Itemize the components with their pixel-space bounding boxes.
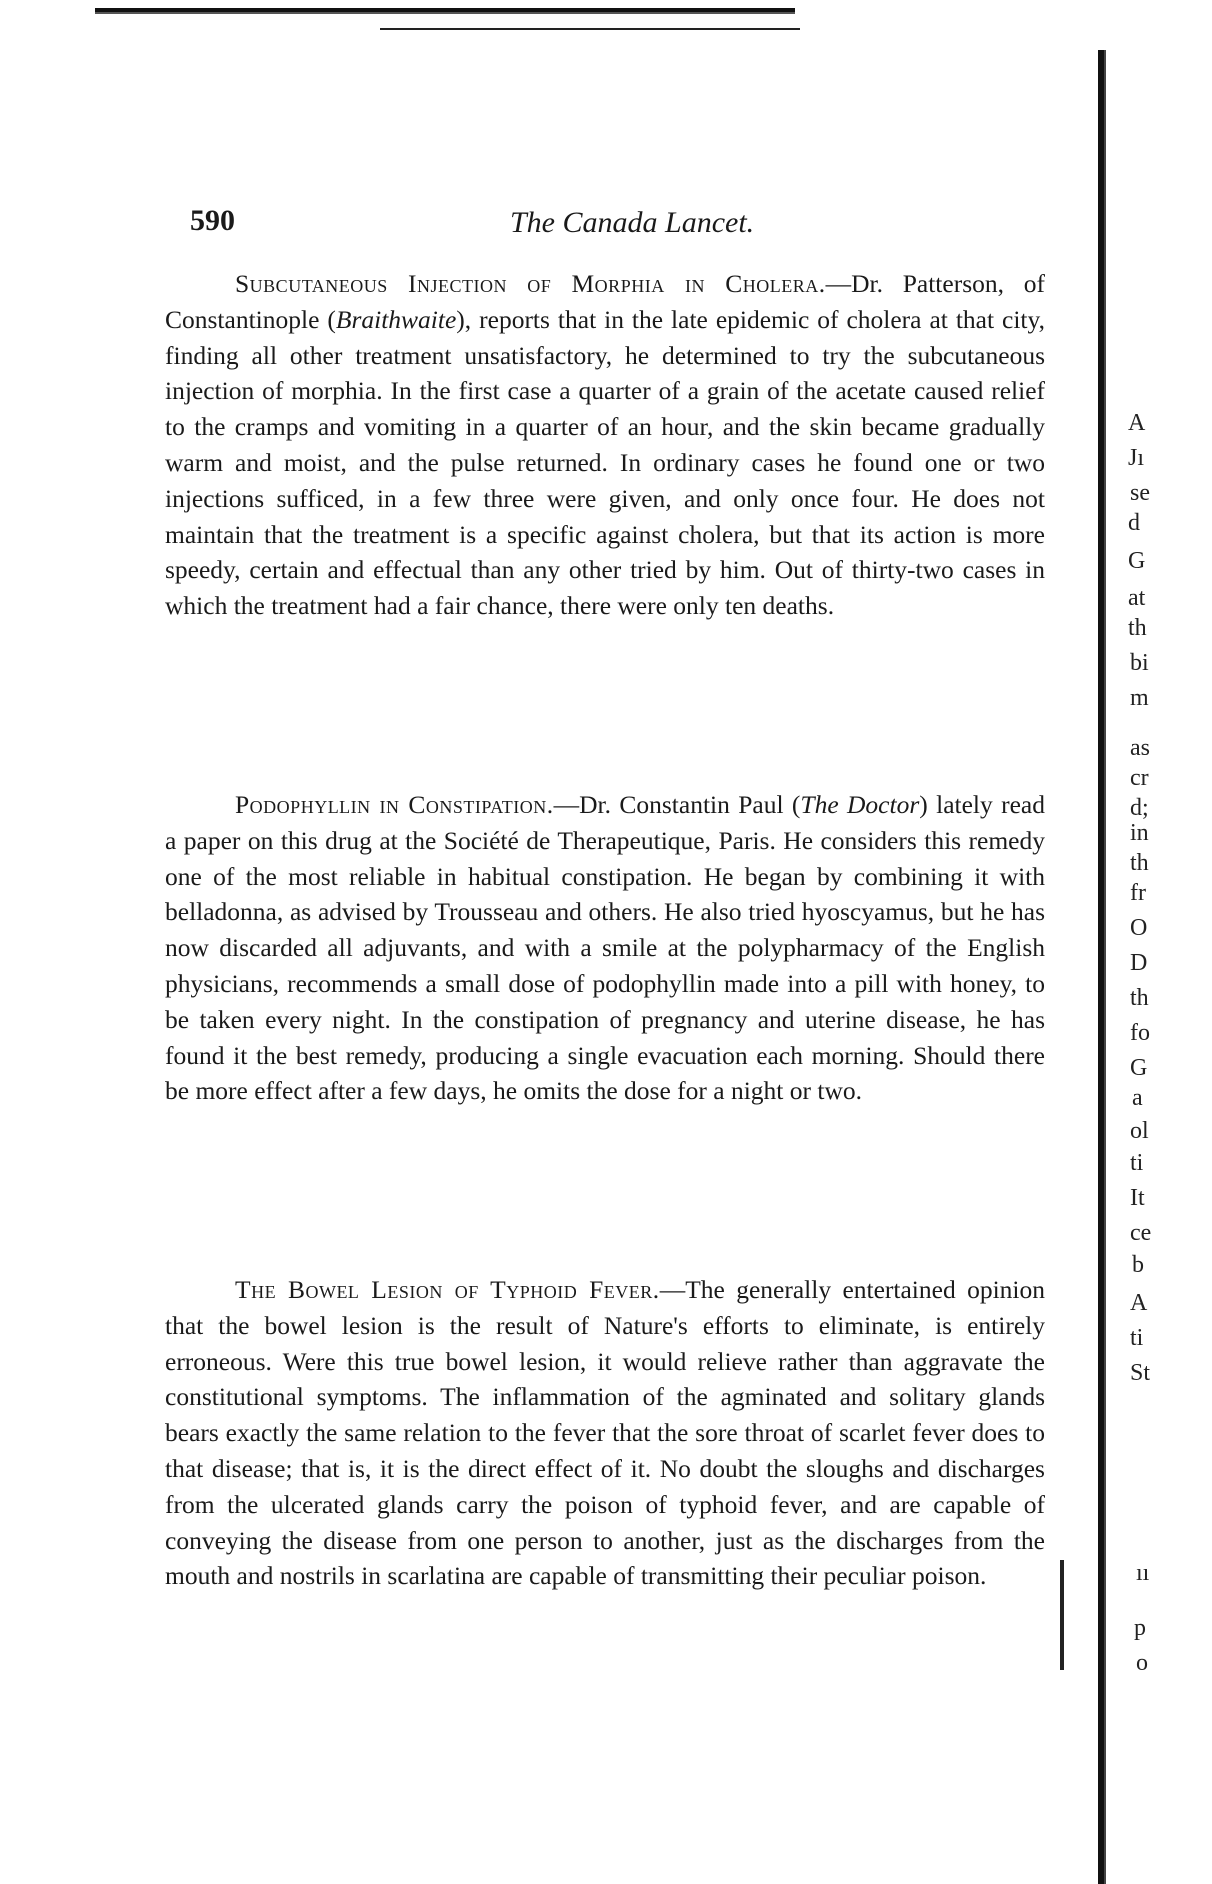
article-typhoid-bowel-lesion xyxy=(165,1272,1045,1594)
margin-fragment: fo xyxy=(1130,1020,1150,1046)
article-lead: —Dr. Patterson, of Constantinople ( xyxy=(165,269,1045,334)
article-body: ), reports that in the late epidemic of cholera at that city, finding all other treatment unsatisfactory, he determined to try the subcutaneous injection of morphia. In the first case a quarter of a grain of the acetate caused relief to the cramps and vomiting in a quarter of an hour, and the skin became gradually warm and moist, and the pulse returned. In ordinary cases he found one or two injections sufficed, in a few three were given, and only once four. He does not maintain that the treatment is a specific against cholera, but that its action is more speedy, certain and effectual than any other tried by him. Out of thirty-two cases in which the treatment had a fair chance, there were only ten deaths. xyxy=(165,304,1045,621)
article-source: Braithwaite xyxy=(335,304,457,334)
margin-fragment: G xyxy=(1130,1055,1148,1081)
margin-fragment: A xyxy=(1128,410,1146,436)
margin-fragment: fr xyxy=(1130,880,1146,906)
margin-fragment: th xyxy=(1130,985,1149,1011)
margin-fragment: A xyxy=(1130,1290,1148,1316)
margin-fragment: ti xyxy=(1130,1150,1144,1176)
article-heading: Subcutaneous Injection of Morphia in Cholera. xyxy=(235,269,826,298)
article-paragraph xyxy=(165,1272,1045,1594)
margin-fragment: ol xyxy=(1130,1118,1149,1144)
article-body: ) lately read a paper on this drug at the Société de Therapeutique, Paris. He considers this remedy one of the most reliable in habitual constipation. He began by combining it with belladonna, as advised by Trousseau and others. He also tried hyoscyamus, but he has now discarded all adjuvants, and with a smile at the polypharmacy of the English physicians, recommends a small dose of podophyllin made into a pill with honey, to be taken every night. In the constipation of pregnancy and uterine disease, he has found it the best remedy, producing a single evacuation each morning. Should there be more effect after a few days, he omits the dose for a night or two. xyxy=(165,790,1045,1106)
margin-fragment: th xyxy=(1128,615,1147,641)
article-body: —The generally entertained opinion that the bowel lesion is the result of Nature's efforts to eliminate, is entirely erroneous. Were this true bowel lesion, it would relieve rather than aggravate the constitutional symptoms. The inflammation of the agminated and solitary glands bears exactly the same relation to the fever that the sore throat of scarlet fever does to that disease; that is, it is the direct effect of it. No doubt the sloughs and discharges from the ulcerated glands carry the poison of typhoid fever, and are capable of conveying the disease from one person to another, just as the discharges from the mouth and nostrils in scarlatina are capable of transmitting their peculiar poison. xyxy=(165,1275,1046,1591)
binding-gutter-mark xyxy=(1060,1560,1064,1670)
margin-fragment: ıı xyxy=(1136,1560,1150,1586)
margin-fragment: in xyxy=(1130,820,1149,846)
page-header xyxy=(190,204,1040,244)
margin-fragment: Jı xyxy=(1128,445,1145,471)
margin-fragment: th xyxy=(1130,850,1149,876)
margin-fragment: G xyxy=(1128,548,1146,574)
margin-fragment: O xyxy=(1130,915,1148,941)
article-heading: Podophyllin in Constipation. xyxy=(235,790,554,819)
margin-fragment: at xyxy=(1128,585,1146,611)
article-source: The Doctor xyxy=(800,790,920,819)
margin-fragment: b xyxy=(1132,1252,1144,1278)
margin-fragment: It xyxy=(1130,1185,1145,1211)
page-number: 590 xyxy=(190,204,235,237)
margin-fragment: D xyxy=(1130,950,1148,976)
margin-fragment: a xyxy=(1132,1085,1143,1111)
article-heading: The Bowel Lesion of Typhoid Fever. xyxy=(235,1275,660,1304)
running-title: The Canada Lancet. xyxy=(510,206,755,239)
margin-fragment: bi xyxy=(1130,650,1149,676)
article-morphia-cholera xyxy=(165,266,1045,624)
article-paragraph xyxy=(165,266,1045,624)
margin-fragment: d xyxy=(1128,510,1140,536)
margin-fragment: cr xyxy=(1130,765,1149,791)
margin-fragment: se xyxy=(1130,480,1150,506)
margin-fragment: ce xyxy=(1130,1220,1152,1246)
margin-fragment: o xyxy=(1136,1650,1148,1676)
article-podophyllin-constipation xyxy=(165,787,1045,1109)
article-paragraph xyxy=(165,787,1045,1109)
margin-fragment: m xyxy=(1130,685,1149,711)
margin-fragment: as xyxy=(1130,735,1150,761)
article-lead: —Dr. Constantin Paul ( xyxy=(553,790,801,819)
margin-fragment: ti xyxy=(1130,1325,1144,1351)
margin-fragment: St xyxy=(1130,1360,1151,1386)
facing-page-margin xyxy=(1100,0,1210,1884)
top-rule xyxy=(95,8,795,16)
margin-fragment: d; xyxy=(1130,795,1149,821)
top-rule-thin xyxy=(380,28,800,30)
margin-fragment: p xyxy=(1134,1615,1146,1641)
